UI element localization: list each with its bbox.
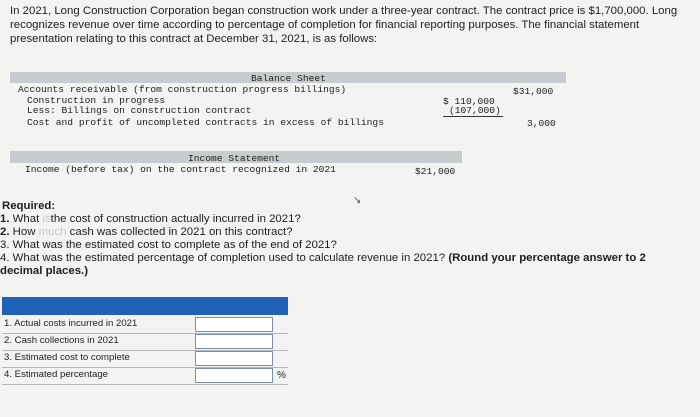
question-4-rounding-note: (Round your percentage answer to 2 <box>448 252 646 264</box>
question-2-part-a: How <box>12 226 36 238</box>
question-1-number: 1. <box>0 213 10 225</box>
answer-row-4 <box>2 367 288 385</box>
answer-row-1 <box>2 316 288 334</box>
question-4-rounding-note-cont: decimal places.) <box>0 265 89 277</box>
bs-excess-value: 3,000 <box>527 118 556 129</box>
bs-accounts-receivable-value: $31,000 <box>513 86 554 97</box>
question-1-part-c: the cost of construction actually incurred in 2021? <box>50 213 301 225</box>
question-4-text: 4. What was the estimated percentage of completion used to calculate revenue in 2021? <box>0 252 446 264</box>
is-income-value: $21,000 <box>415 166 456 177</box>
balance-sheet-title: Balance Sheet <box>251 73 326 84</box>
question-1-part-b: is <box>42 213 51 225</box>
is-income-label: Income (before tax) on the contract recognized in 2021 <box>25 164 336 175</box>
question-2-part-b: much <box>38 226 67 238</box>
question-2 <box>0 226 293 239</box>
bs-construction-in-progress-label: Construction in progress <box>27 95 166 106</box>
percent-sign: % <box>277 370 286 381</box>
required-heading: Required: <box>2 200 56 212</box>
estimated-percentage-input[interactable] <box>195 368 273 383</box>
question-1-part-a: What <box>12 213 40 225</box>
question-2-number: 2. <box>0 226 10 238</box>
income-statement-title: Income Statement <box>188 153 281 164</box>
question-3: 3. What was the estimated cost to complete as of the end of 2021? <box>0 239 337 251</box>
question-2-part-c: cash was collected in 2021 on this contract? <box>69 226 293 238</box>
estimated-cost-input[interactable] <box>195 351 273 366</box>
question-1 <box>0 213 301 226</box>
answer-row-label: 1. Actual costs incurred in 2021 <box>4 318 138 329</box>
answer-row-label: 2. Cash collections in 2021 <box>4 335 119 346</box>
problem-intro: In 2021, Long Construction Corporation began construction work under a three-year contract. The contract price is $1,700,000. Long recognizes revenue over time according to percentage of completion for financial reporting purposes. The financial statement presentation relating to this contract at December 31, 2021, is as follows: <box>10 5 678 45</box>
answer-row-2 <box>2 333 288 351</box>
answer-row-label: 4. Estimated percentage <box>4 369 108 380</box>
question-4 <box>0 252 646 265</box>
answer-row-3 <box>2 350 288 368</box>
bs-billings-label: Less: Billings on construction contract <box>27 105 252 116</box>
cash-collections-input[interactable] <box>195 334 273 349</box>
bs-billings-underline <box>443 116 503 117</box>
bs-excess-label: Cost and profit of uncompleted contracts in excess of billings <box>27 117 384 128</box>
bs-construction-in-progress-value: $ 110,000 <box>443 96 495 107</box>
actual-costs-input[interactable] <box>195 317 273 332</box>
bs-accounts-receivable-label: Accounts receivable (from construction progress billings) <box>18 84 347 95</box>
mouse-cursor-icon: ↘ <box>353 195 362 206</box>
bs-billings-value: (107,000) <box>449 105 501 116</box>
answer-row-label: 3. Estimated cost to complete <box>4 352 130 363</box>
answer-table-header <box>2 297 288 315</box>
